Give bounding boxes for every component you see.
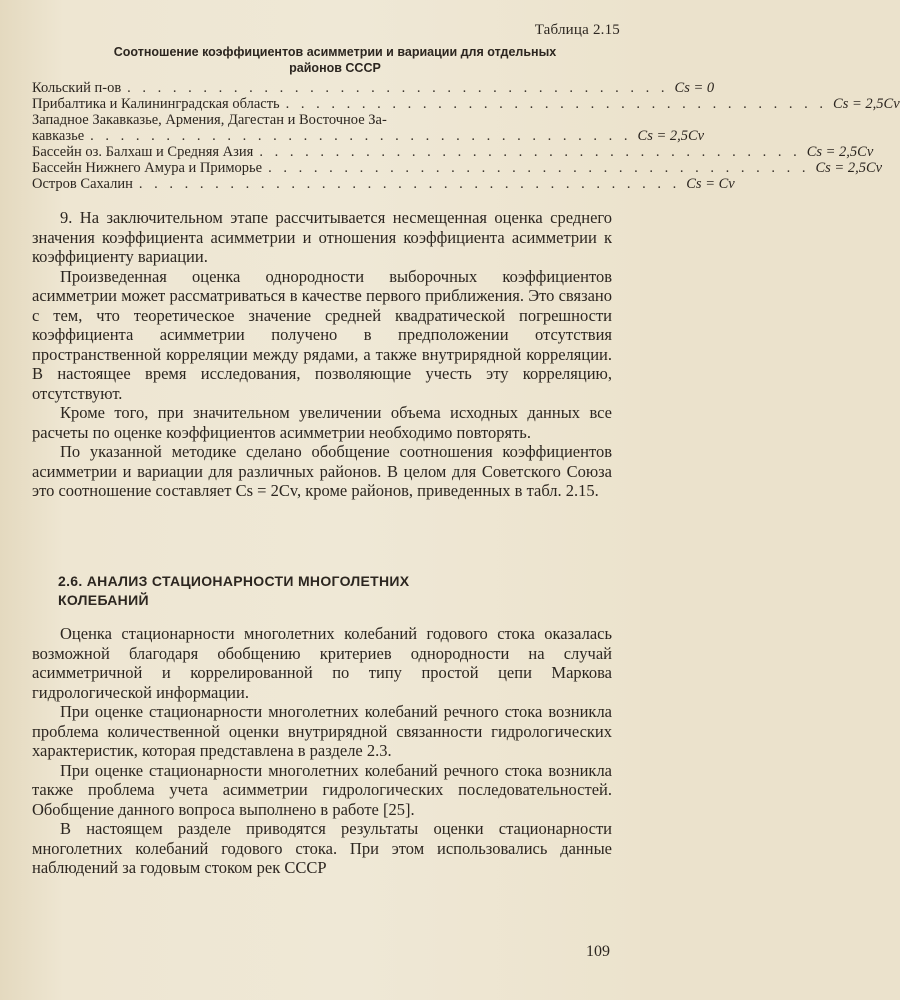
table-row-value: Cs = 2,5Cv [637,128,705,144]
table-title-line-1: Соотношение коэффициентов асимметрии и вариации для отдельных [113,45,557,59]
table-row-value: Cs = Cv [686,176,735,192]
dot-leader: . . . . . . . . . . . . . . . . . . . . . . . . . . . . . . . . . . . . [90,128,632,144]
table-row-region: Прибалтика и Калининградская область [32,96,280,112]
table-row [32,96,900,112]
paragraph: По указанной методике сделано обобщение соотношения коэффициентов асимметрии и вариации для различных районов. В целом для Советского Союза это соотношение составляет Cs = 2Cv, кроме районов, приведенных в табл. 2.15. [32,442,612,500]
table-row-value: Cs = 2,5Cv [833,96,900,112]
dot-leader: . . . . . . . . . . . . . . . . . . . . . . . . . . . . . . . . . . . . [127,80,669,96]
table-body [32,80,900,192]
section-title-line-2: КОЛЕБАНИЙ [58,592,149,608]
table-row [32,144,874,160]
table-title-line-2: районов СССР [289,61,381,75]
body-text-upper [32,208,612,501]
dot-leader: . . . . . . . . . . . . . . . . . . . . . . . . . . . . . . . . . . . . [285,96,828,112]
table-row-region: Бассейн оз. Балхаш и Средняя Азия [32,144,254,160]
table-row-value: Cs = 2,5Cv [815,160,883,176]
table-row [32,176,735,192]
table-row-value: Cs = 0 [674,80,715,96]
table-row-region-line1: Западное Закавказье, Армения, Дагестан и Восточное За- [32,112,387,128]
table-row [32,160,883,176]
table-row [32,112,632,128]
table-label: Таблица 2.15 [534,22,620,38]
table-row-region: Кольский п-ов [32,80,122,96]
paragraph: Оценка стационарности многолетних колебаний годового стока оказалась возможной благодаря обобщению критериев однородности на случай асимметричной и коррелированной по типу простой цепи Маркова гидрологической информации. [32,624,612,702]
section-number: 2.6. [58,573,83,589]
table-row-value: Cs = 2,5Cv [806,144,874,160]
paragraph: Произведенная оценка однородности выборочных коэффициентов асимметрии может рассматриваться в качестве первого приближения. Это связано с тем, что теоретическое значение средней квадратической погрешности коэффициента асимметрии получено в предположении отсутствия пространственной корреляции между рядами, а также внутрирядной корреляции. В настоящее время исследования, позволяющие учесть эту корреляцию, отсутствуют. [32,266,612,403]
table-row [32,128,705,144]
paragraph: При оценке стационарности многолетних колебаний речного стока возникла проблема количественной оценки внутрирядной связанности гидрологических характеристик, которая представлена в разделе 2.3. [32,702,612,760]
dot-leader: . . . . . . . . . . . . . . . . . . . . . . . . . . . . . . . . . . . . [138,176,681,192]
section-title-line-1: АНАЛИЗ СТАЦИОНАРНОСТИ МНОГОЛЕТНИХ [86,573,410,589]
paragraph: 9. На заключительном этапе рассчитывается несмещенная оценка среднего значения коэффициента асимметрии и отношения коэффициента асимметрии к коэффициенту вариации. [32,208,612,266]
table-row-region: Остров Сахалин [32,176,133,192]
page-number: 109 [586,943,610,960]
paragraph: В настоящем разделе приводятся результаты оценки стационарности многолетних колебаний годового стока. При этом использовались данные наблюдений за годовым стоком рек СССР [32,819,612,877]
paragraph: Кроме того, при значительном увеличении объема исходных данных все расчеты по оценке коэффициентов асимметрии необходимо повторять. [32,403,612,442]
paragraph: При оценке стационарности многолетних колебаний речного стока возникла также проблема учета асимметрии гидрологических последовательностей. Обобщение данного вопроса выполнено в работе [25]. [32,760,612,819]
table-row [32,80,715,96]
section-heading [58,572,558,610]
body-text-lower [32,624,612,878]
section-heading-line-1 [58,572,558,591]
dot-leader: . . . . . . . . . . . . . . . . . . . . . . . . . . . . . . . . . . . . [259,144,801,160]
table-row-region: кавказье [32,128,85,144]
table-row-region: Бассейн Нижнего Амура и Приморье [32,160,263,176]
table-title [40,44,630,76]
dot-leader: . . . . . . . . . . . . . . . . . . . . . . . . . . . . . . . . . . . . [268,160,810,176]
